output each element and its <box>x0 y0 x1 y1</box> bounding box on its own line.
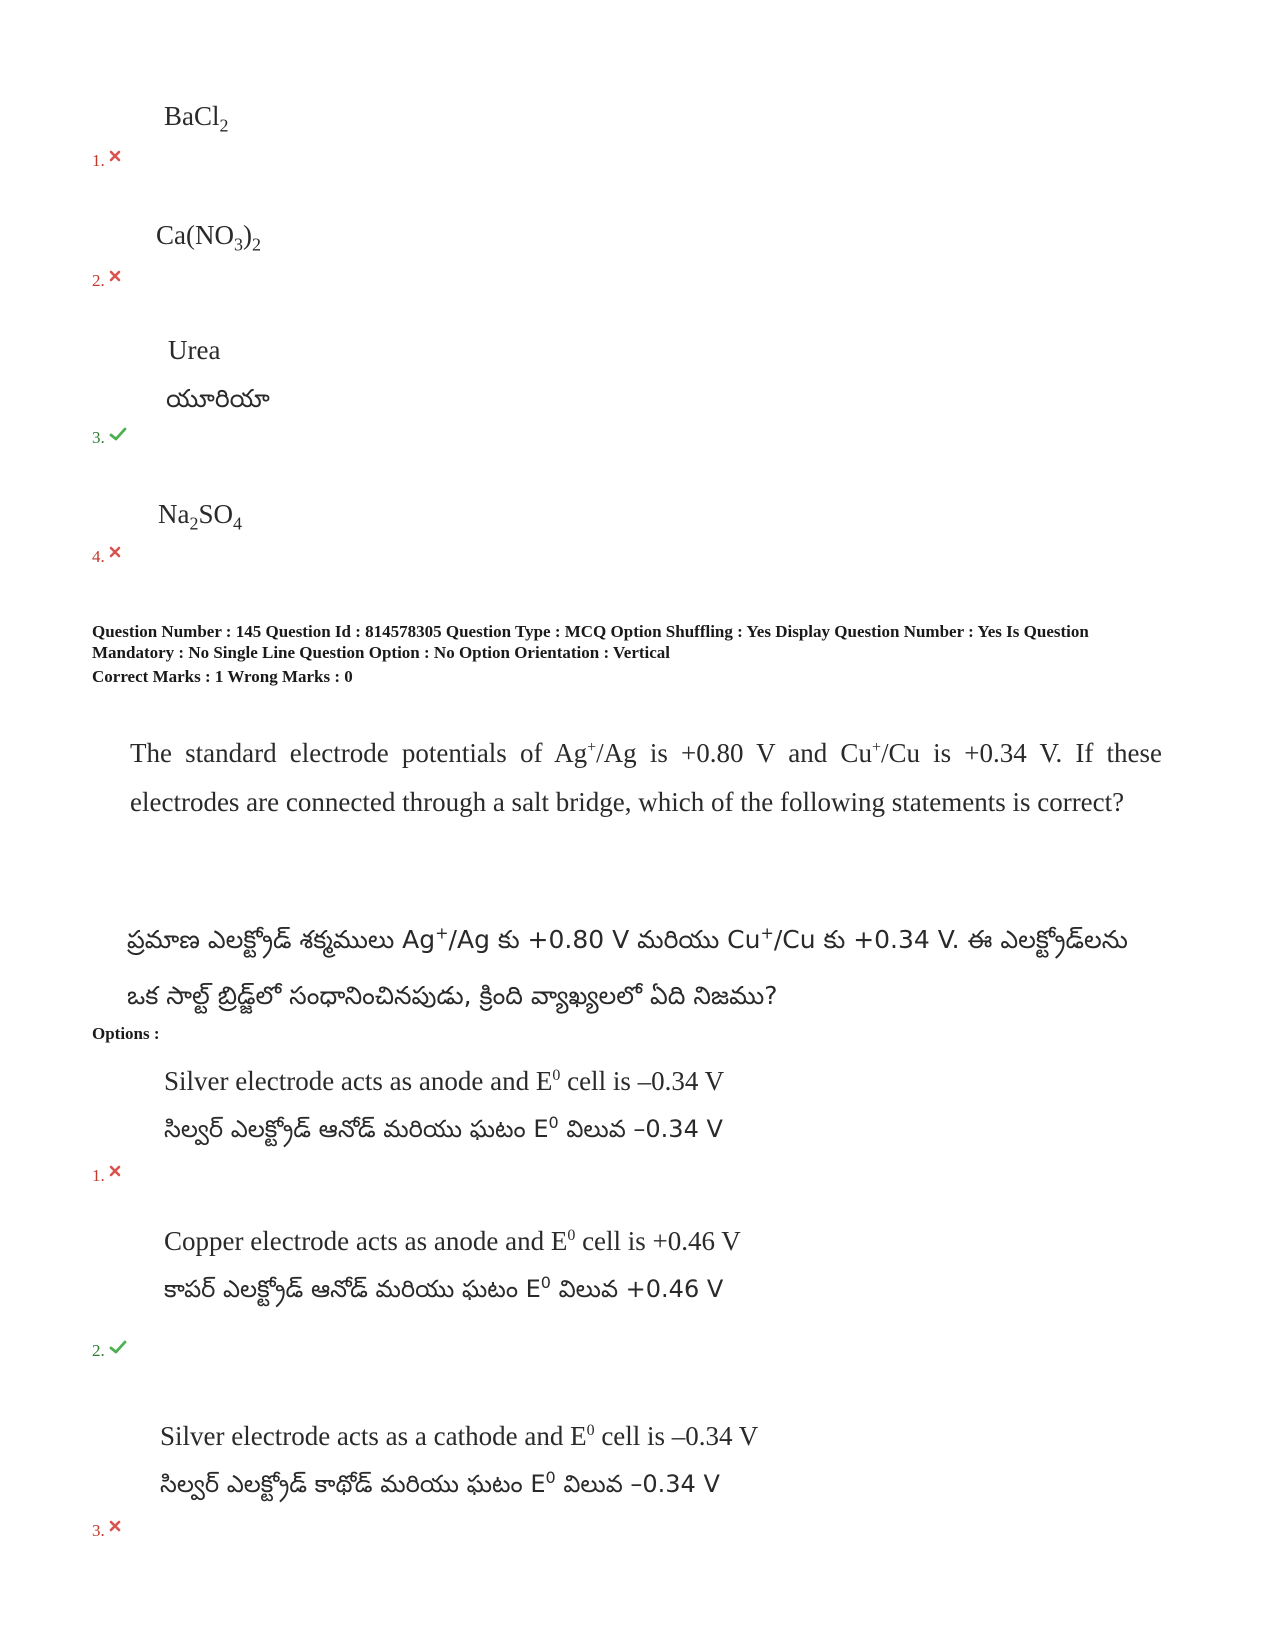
option-1-text-en: Silver electrode acts as anode and $E^0$ cell is –0.34 V <box>164 1066 725 1096</box>
cross-mark-icon <box>109 150 121 162</box>
prev-option-3-text-en: Urea <box>168 335 221 365</box>
check-mark-icon <box>109 1340 127 1354</box>
cross-mark-icon <box>109 1520 121 1532</box>
question-text-en: The standard electrode potentials of Ag+/Ag is +0.80 V and Cu+/Cu is +0.34 V. If these electrodes are connected through a salt bridge, which of the following statements is correct? <box>130 738 1162 817</box>
prev-option-1-number: 1. <box>92 151 121 171</box>
cross-mark-icon <box>109 270 121 282</box>
prev-option-2-number: 2. <box>92 271 121 291</box>
options-label: Options : <box>92 1024 160 1043</box>
question-meta-line-2: Mandatory : No Single Line Question Option : No Option Orientation : Vertical <box>92 643 671 662</box>
option-2-number: 2. <box>92 1341 127 1361</box>
option-3-text-te: సిల్వర్ ఎలక్ట్రోడ్ కాథోడ్ మరియు ఘటం $E^0$ విలువ –0.34 V <box>160 1468 720 1498</box>
question-text-te: ప్రమాణ ఎలక్ట్రోడ్ శక్మములు Ag+/Ag కు +0.80 V మరియు Cu+/Cu కు +0.34 V. ఈ ఎలక్ట్రోడ్‌లను ఒక సాల్ట్ బ్రిడ్జ్‌లో సంధానించినపుడు, క్రింది వ్యాఖ్యలలో ఏది నిజము? <box>127 923 1128 1010</box>
prev-option-1-text: BaCl$_2$ <box>164 101 229 136</box>
option-3-text-en: Silver electrode acts as a cathode and $E^0$ cell is –0.34 V <box>160 1421 759 1451</box>
prev-option-4-number: 4. <box>92 547 121 567</box>
cross-mark-icon <box>109 546 121 558</box>
cross-mark-icon <box>109 1165 121 1177</box>
prev-option-3-number: 3. <box>92 428 127 448</box>
option-2-text-en: Copper electrode acts as anode and $E^0$ cell is +0.46 V <box>164 1226 741 1256</box>
check-mark-icon <box>109 427 127 441</box>
prev-option-3-text-te: యూరియా <box>166 384 270 413</box>
option-2-text-te: కాపర్ ఎలక్ట్రోడ్ ఆనోడ్ మరియు ఘటం $E^0$ విలువ +0.46 V <box>164 1273 724 1303</box>
option-1-text-te: సిల్వర్ ఎలక్ట్రోడ్ ఆనోడ్ మరియు ఘటం $E^0$ విలువ –0.34 V <box>164 1113 723 1143</box>
prev-option-4-text: $Na_2SO_4$ <box>158 499 242 534</box>
option-1-number: 1. <box>92 1166 121 1186</box>
question-marks: Correct Marks : 1 Wrong Marks : 0 <box>92 667 353 686</box>
question-meta <box>92 621 1089 687</box>
prev-option-2-text: $Ca(NO_3)_2$ <box>156 220 261 255</box>
option-3-number: 3. <box>92 1521 121 1541</box>
question-meta-line-1: Question Number : 145 Question Id : 814578305 Question Type : MCQ Option Shuffling : Yes Display Question Number : Yes Is Question <box>92 622 1089 641</box>
